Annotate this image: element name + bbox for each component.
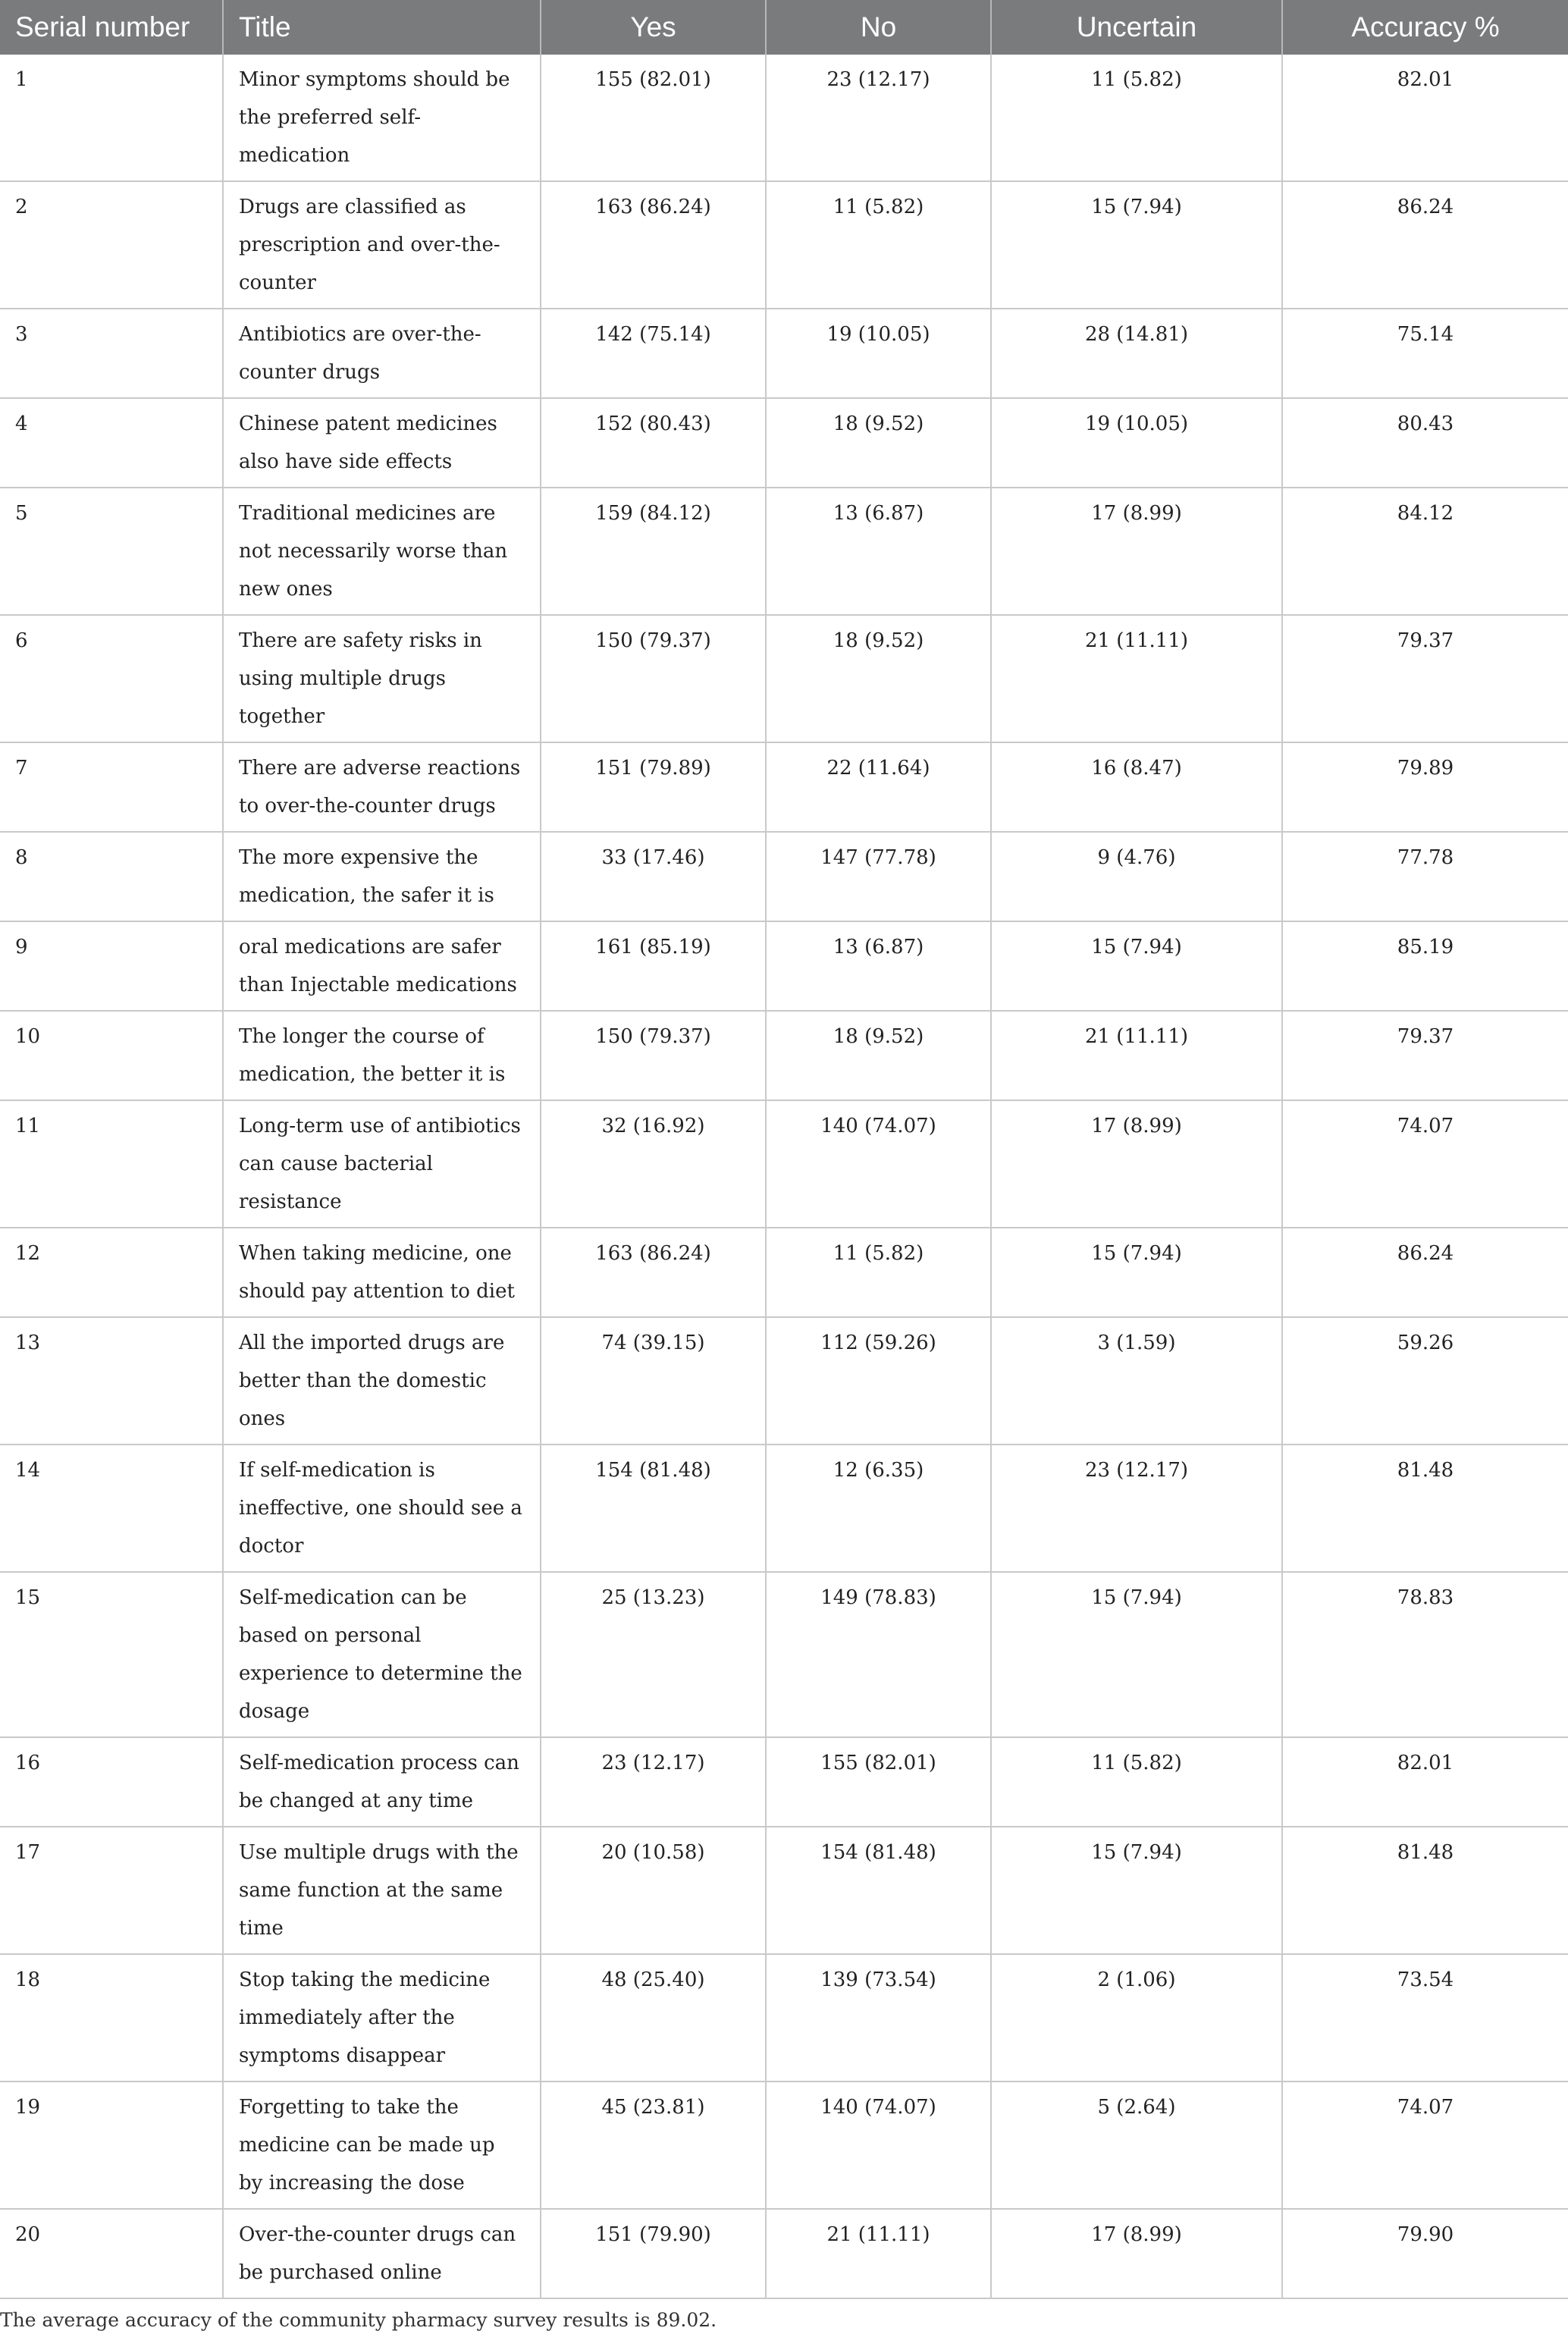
cell-accuracy: 79.89 <box>1282 742 1568 832</box>
header-row <box>0 0 1568 55</box>
table-row <box>0 1011 1568 1100</box>
cell-serial-number: 4 <box>0 398 223 488</box>
cell-no: 13 (6.87) <box>766 488 991 615</box>
cell-yes: 48 (25.40) <box>541 1954 766 2081</box>
cell-accuracy: 78.83 <box>1282 1572 1568 1737</box>
table-row <box>0 181 1568 309</box>
cell-title: Forgetting to take the medicine can be made up by increasing the dose <box>223 2081 541 2209</box>
table-row <box>0 398 1568 488</box>
cell-title: Chinese patent medicines also have side effects <box>223 398 541 488</box>
table-row <box>0 1737 1568 1827</box>
cell-serial-number: 5 <box>0 488 223 615</box>
cell-title: Traditional medicines are not necessarily worse than new ones <box>223 488 541 615</box>
cell-serial-number: 13 <box>0 1317 223 1445</box>
cell-serial-number: 2 <box>0 181 223 309</box>
cell-serial-number: 7 <box>0 742 223 832</box>
cell-no: 12 (6.35) <box>766 1445 991 1572</box>
cell-accuracy: 59.26 <box>1282 1317 1568 1445</box>
cell-yes: 25 (13.23) <box>541 1572 766 1737</box>
table-row <box>0 1954 1568 2081</box>
cell-no: 155 (82.01) <box>766 1737 991 1827</box>
cell-accuracy: 81.48 <box>1282 1445 1568 1572</box>
cell-serial-number: 19 <box>0 2081 223 2209</box>
cell-title: Self-medication process can be changed at any time <box>223 1737 541 1827</box>
cell-uncertain: 11 (5.82) <box>991 1737 1282 1827</box>
cell-accuracy: 85.19 <box>1282 921 1568 1011</box>
cell-yes: 163 (86.24) <box>541 1228 766 1317</box>
cell-title: Use multiple drugs with the same function at the same time <box>223 1827 541 1954</box>
cell-uncertain: 15 (7.94) <box>991 921 1282 1011</box>
cell-yes: 150 (79.37) <box>541 1011 766 1100</box>
cell-accuracy: 79.37 <box>1282 1011 1568 1100</box>
cell-accuracy: 84.12 <box>1282 488 1568 615</box>
cell-uncertain: 23 (12.17) <box>991 1445 1282 1572</box>
cell-accuracy: 82.01 <box>1282 1737 1568 1827</box>
cell-no: 19 (10.05) <box>766 309 991 398</box>
cell-yes: 74 (39.15) <box>541 1317 766 1445</box>
cell-serial-number: 17 <box>0 1827 223 1954</box>
cell-accuracy: 80.43 <box>1282 398 1568 488</box>
cell-title: When taking medicine, one should pay attention to diet <box>223 1228 541 1317</box>
cell-uncertain: 15 (7.94) <box>991 1827 1282 1954</box>
cell-title: Minor symptoms should be the preferred self-medication <box>223 55 541 181</box>
cell-serial-number: 11 <box>0 1100 223 1228</box>
table-row <box>0 1317 1568 1445</box>
cell-no: 154 (81.48) <box>766 1827 991 1954</box>
cell-uncertain: 15 (7.94) <box>991 1228 1282 1317</box>
cell-accuracy: 77.78 <box>1282 832 1568 921</box>
cell-accuracy: 79.37 <box>1282 615 1568 742</box>
cell-uncertain: 21 (11.11) <box>991 615 1282 742</box>
table-row <box>0 921 1568 1011</box>
cell-title: Stop taking the medicine immediately after the symptoms disappear <box>223 1954 541 2081</box>
cell-serial-number: 16 <box>0 1737 223 1827</box>
cell-title: Self-medication can be based on personal experience to determine the dosage <box>223 1572 541 1737</box>
cell-uncertain: 16 (8.47) <box>991 742 1282 832</box>
cell-uncertain: 5 (2.64) <box>991 2081 1282 2209</box>
cell-serial-number: 15 <box>0 1572 223 1737</box>
cell-accuracy: 74.07 <box>1282 2081 1568 2209</box>
cell-yes: 151 (79.89) <box>541 742 766 832</box>
table-row <box>0 2209 1568 2298</box>
cell-yes: 159 (84.12) <box>541 488 766 615</box>
cell-uncertain: 15 (7.94) <box>991 1572 1282 1737</box>
cell-no: 18 (9.52) <box>766 615 991 742</box>
header-yes: Yes <box>541 0 766 55</box>
cell-title: Antibiotics are over-the-counter drugs <box>223 309 541 398</box>
cell-uncertain: 17 (8.99) <box>991 1100 1282 1228</box>
cell-no: 23 (12.17) <box>766 55 991 181</box>
cell-title: Over-the-counter drugs can be purchased online <box>223 2209 541 2298</box>
cell-uncertain: 21 (11.11) <box>991 1011 1282 1100</box>
cell-title: The longer the course of medication, the better it is <box>223 1011 541 1100</box>
header-title: Title <box>223 0 541 55</box>
cell-uncertain: 17 (8.99) <box>991 2209 1282 2298</box>
cell-title: If self-medication is ineffective, one should see a doctor <box>223 1445 541 1572</box>
cell-accuracy: 86.24 <box>1282 181 1568 309</box>
table-row <box>0 1445 1568 1572</box>
cell-serial-number: 12 <box>0 1228 223 1317</box>
cell-no: 22 (11.64) <box>766 742 991 832</box>
table-row <box>0 488 1568 615</box>
cell-accuracy: 74.07 <box>1282 1100 1568 1228</box>
cell-no: 112 (59.26) <box>766 1317 991 1445</box>
cell-uncertain: 17 (8.99) <box>991 488 1282 615</box>
cell-yes: 155 (82.01) <box>541 55 766 181</box>
cell-yes: 142 (75.14) <box>541 309 766 398</box>
cell-serial-number: 6 <box>0 615 223 742</box>
header-serial-number: Serial number <box>0 0 223 55</box>
cell-no: 147 (77.78) <box>766 832 991 921</box>
cell-uncertain: 3 (1.59) <box>991 1317 1282 1445</box>
cell-uncertain: 11 (5.82) <box>991 55 1282 181</box>
cell-serial-number: 3 <box>0 309 223 398</box>
cell-serial-number: 8 <box>0 832 223 921</box>
table-body <box>0 55 1568 2298</box>
table-row <box>0 55 1568 181</box>
cell-yes: 161 (85.19) <box>541 921 766 1011</box>
header-accuracy: Accuracy % <box>1282 0 1568 55</box>
cell-no: 149 (78.83) <box>766 1572 991 1737</box>
cell-serial-number: 14 <box>0 1445 223 1572</box>
cell-yes: 151 (79.90) <box>541 2209 766 2298</box>
cell-uncertain: 28 (14.81) <box>991 309 1282 398</box>
cell-uncertain: 19 (10.05) <box>991 398 1282 488</box>
cell-accuracy: 73.54 <box>1282 1954 1568 2081</box>
table-row <box>0 2081 1568 2209</box>
cell-uncertain: 15 (7.94) <box>991 181 1282 309</box>
cell-yes: 20 (10.58) <box>541 1827 766 1954</box>
cell-yes: 150 (79.37) <box>541 615 766 742</box>
cell-no: 11 (5.82) <box>766 1228 991 1317</box>
cell-yes: 163 (86.24) <box>541 181 766 309</box>
table-row <box>0 1572 1568 1737</box>
cell-accuracy: 86.24 <box>1282 1228 1568 1317</box>
cell-accuracy: 79.90 <box>1282 2209 1568 2298</box>
cell-serial-number: 10 <box>0 1011 223 1100</box>
table-row <box>0 309 1568 398</box>
table-row <box>0 832 1568 921</box>
cell-title: Long-term use of antibiotics can cause bacterial resistance <box>223 1100 541 1228</box>
cell-serial-number: 18 <box>0 1954 223 2081</box>
table-row <box>0 1100 1568 1228</box>
cell-yes: 152 (80.43) <box>541 398 766 488</box>
cell-yes: 33 (17.46) <box>541 832 766 921</box>
cell-no: 140 (74.07) <box>766 1100 991 1228</box>
header-no: No <box>766 0 991 55</box>
cell-title: There are adverse reactions to over-the-counter drugs <box>223 742 541 832</box>
cell-serial-number: 20 <box>0 2209 223 2298</box>
cell-serial-number: 1 <box>0 55 223 181</box>
table-header <box>0 0 1568 55</box>
cell-title: All the imported drugs are better than the domestic ones <box>223 1317 541 1445</box>
cell-title: There are safety risks in using multiple drugs together <box>223 615 541 742</box>
table-row <box>0 742 1568 832</box>
cell-yes: 45 (23.81) <box>541 2081 766 2209</box>
cell-yes: 23 (12.17) <box>541 1737 766 1827</box>
cell-no: 21 (11.11) <box>766 2209 991 2298</box>
cell-no: 18 (9.52) <box>766 398 991 488</box>
table-row <box>0 615 1568 742</box>
cell-uncertain: 2 (1.06) <box>991 1954 1282 2081</box>
cell-accuracy: 81.48 <box>1282 1827 1568 1954</box>
cell-yes: 32 (16.92) <box>541 1100 766 1228</box>
cell-no: 18 (9.52) <box>766 1011 991 1100</box>
header-uncertain: Uncertain <box>991 0 1282 55</box>
cell-title: oral medications are safer than Injectable medications <box>223 921 541 1011</box>
cell-yes: 154 (81.48) <box>541 1445 766 1572</box>
cell-accuracy: 82.01 <box>1282 55 1568 181</box>
cell-title: Drugs are classified as prescription and over-the-counter <box>223 181 541 309</box>
cell-accuracy: 75.14 <box>1282 309 1568 398</box>
cell-no: 13 (6.87) <box>766 921 991 1011</box>
cell-no: 139 (73.54) <box>766 1954 991 2081</box>
cell-serial-number: 9 <box>0 921 223 1011</box>
table-row <box>0 1228 1568 1317</box>
cell-uncertain: 9 (4.76) <box>991 832 1282 921</box>
cell-title: The more expensive the medication, the safer it is <box>223 832 541 921</box>
cell-no: 11 (5.82) <box>766 181 991 309</box>
cell-no: 140 (74.07) <box>766 2081 991 2209</box>
table-footnote: The average accuracy of the community pharmacy survey results is 89.02. <box>0 2309 717 2331</box>
